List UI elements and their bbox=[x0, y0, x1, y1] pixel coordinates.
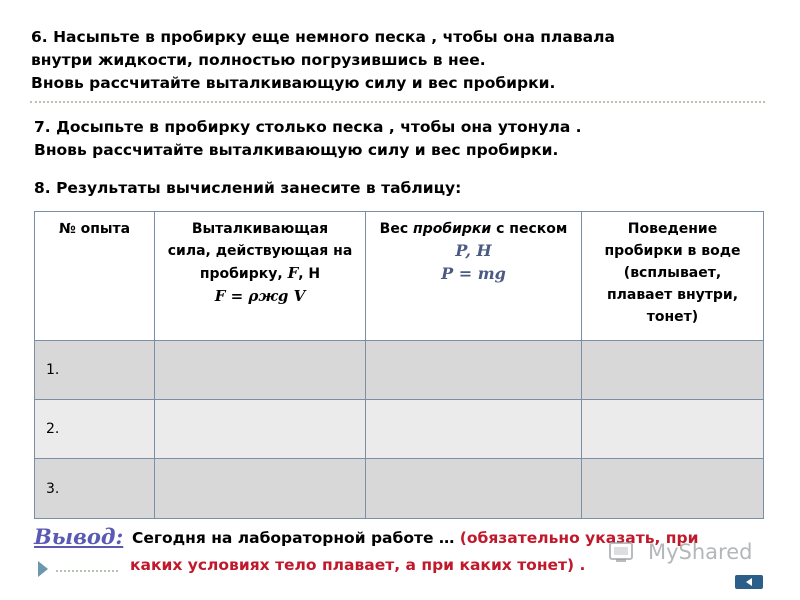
step6-line1: 6. Насыпьте в пробирку еще немного песка , чтобы она плавала bbox=[31, 28, 615, 46]
conclusion-text: Сегодня на лабораторной работе … bbox=[132, 529, 455, 547]
step7-line1: 7. Досыпьте в пробирку столько песка , чтобы она утонула . bbox=[34, 118, 582, 136]
step7-paragraph bbox=[34, 116, 582, 162]
step6-line3: Вновь рассчитайте выталкивающую силу и вес пробирки. bbox=[31, 74, 556, 92]
buoyant-force-formula: F = ρжg V bbox=[214, 287, 306, 305]
cell-behavior[interactable] bbox=[582, 459, 764, 519]
conclusion-note-1: (обязательно указать, при bbox=[459, 529, 699, 547]
cell-behavior[interactable] bbox=[582, 400, 764, 459]
conclusion-note-2: каких условиях тело плавает, а при каких тонет) . bbox=[130, 556, 586, 574]
cell-behavior[interactable] bbox=[582, 341, 764, 400]
row-number: 1. bbox=[35, 341, 155, 400]
header-tube-behavior: Поведение пробирки в воде (всплывает, плавает внутри, тонет) bbox=[582, 212, 764, 341]
cell-force[interactable] bbox=[155, 459, 366, 519]
header-tube-weight: Вес пробирки с песком P, H P = mg bbox=[366, 212, 582, 341]
table-row bbox=[35, 459, 764, 519]
cell-weight[interactable] bbox=[366, 341, 582, 400]
table-row bbox=[35, 341, 764, 400]
dotted-divider bbox=[30, 101, 765, 103]
weight-formula: P = mg bbox=[441, 264, 506, 283]
results-table bbox=[34, 211, 764, 519]
header-experiment-number: № опыта bbox=[35, 212, 155, 341]
step7-line2: Вновь рассчитайте выталкивающую силу и вес пробирки. bbox=[34, 141, 559, 159]
cell-weight[interactable] bbox=[366, 459, 582, 519]
watermark-text: MyShared bbox=[648, 540, 753, 564]
conclusion-heading: Вывод: bbox=[34, 524, 124, 549]
cell-force[interactable] bbox=[155, 341, 366, 400]
row-number: 3. bbox=[35, 459, 155, 519]
step8-paragraph bbox=[34, 177, 461, 200]
table-row bbox=[35, 400, 764, 459]
step6-paragraph bbox=[31, 26, 615, 95]
cell-weight[interactable] bbox=[366, 400, 582, 459]
arrow-left-icon bbox=[746, 578, 752, 586]
row-number: 2. bbox=[35, 400, 155, 459]
step8-text: 8. Результаты вычислений занесите в таблицу: bbox=[34, 179, 462, 197]
cell-force[interactable] bbox=[155, 400, 366, 459]
step6-line2: внутри жидкости, полностью погрузившись в нее. bbox=[31, 51, 486, 69]
header-buoyant-force: Выталкивающая сила, действующая на пробирку, F, Н F = ρжg V bbox=[155, 212, 366, 341]
bottom-dotted-rule bbox=[56, 570, 118, 572]
bullet-arrow-icon bbox=[38, 561, 48, 577]
table-header-row bbox=[35, 212, 764, 341]
